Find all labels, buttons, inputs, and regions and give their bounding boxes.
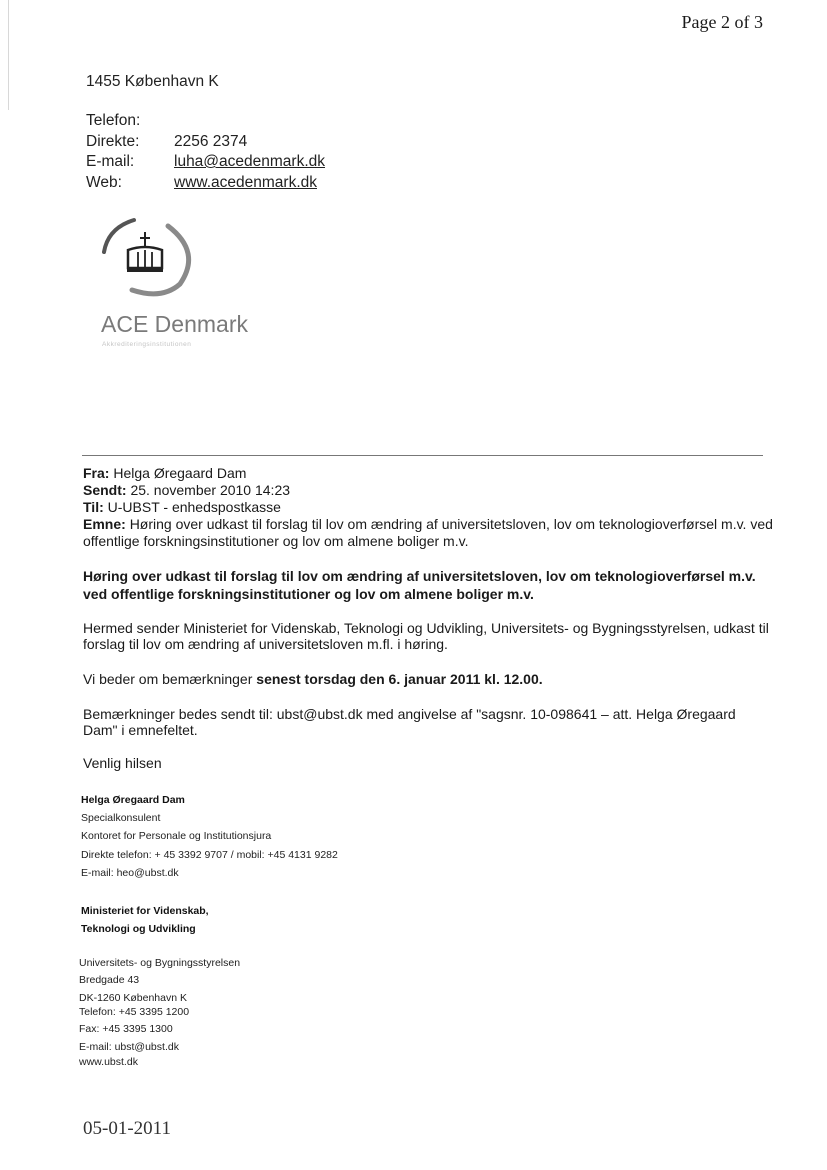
deadline-bold: senest torsdag den 6. januar 2011 kl. 12.00. xyxy=(256,671,543,687)
scan-edge-mark xyxy=(8,0,9,110)
body-paragraph-3: Bemærkninger bedes sendt til: ubst@ubst.dk med angivelse af "sagsnr. 10-098641 – att. Helga Øregaard Dam" i emnefeltet. xyxy=(83,706,736,738)
footer-date: 05-01-2011 xyxy=(83,1118,171,1139)
web-link[interactable]: www.acedenmark.dk xyxy=(174,174,318,191)
from-row xyxy=(83,465,246,482)
from-value: Helga Øregaard Dam xyxy=(113,465,247,481)
email-label: E-mail: xyxy=(86,153,135,170)
signature-name: Helga Øregaard Dam xyxy=(81,794,185,806)
address-line: 1455 København K xyxy=(86,73,219,90)
agency-email: E-mail: ubst@ubst.dk xyxy=(79,1041,179,1053)
agency-phone: Telefon: +45 3395 1200 xyxy=(79,1006,190,1018)
agency-street: Bredgade 43 xyxy=(79,974,140,986)
subject-value: Høring over udkast til forslag til lov om ændring af universitetsloven, lov om teknologioverførsel m.v. ved offentlige forskningsinstitutioner og lov om almene boliger m.v. xyxy=(83,516,773,549)
sent-value: 25. november 2010 14:23 xyxy=(130,482,291,498)
direct-value: 2256 2374 xyxy=(174,133,248,150)
logo-wordmark: ACE Denmark xyxy=(101,311,248,337)
signature-office: Kontoret for Personale og Institutionsjura xyxy=(81,830,272,842)
page-number: Page 2 of 3 xyxy=(681,12,763,32)
subject-row xyxy=(83,516,773,550)
email-link[interactable]: luha@acedenmark.dk xyxy=(174,153,326,170)
deadline-prefix: Vi beder om bemærkninger xyxy=(83,671,257,687)
agency-web: www.ubst.dk xyxy=(79,1056,138,1068)
to-value: U-UBST - enhedspostkasse xyxy=(107,499,281,515)
direct-label: Direkte: xyxy=(86,133,140,150)
agency-city: DK-1260 København K xyxy=(79,992,187,1004)
body-paragraph-1: Hermed sender Ministeriet for Videnskab, Teknologi og Udvikling, Universitets- og Bygningsstyrelsen, udkast til forslag til lov om ændring af universitetsloven m.fl. i høring. xyxy=(83,620,769,652)
subject-label: Emne: xyxy=(83,516,126,532)
divider xyxy=(82,455,763,456)
from-label: Fra: xyxy=(83,465,110,481)
closing: Venlig hilsen xyxy=(83,755,162,771)
crown-icon xyxy=(98,212,202,307)
logo-tagline: Akkrediteringsinstitutionen xyxy=(102,341,192,348)
body-paragraph-2 xyxy=(83,671,783,687)
signature-phones: Direkte telefon: + 45 3392 9707 / mobil: +45 4131 9282 xyxy=(81,849,338,861)
web-row xyxy=(86,174,317,192)
to-label: Til: xyxy=(83,499,104,515)
agency-name: Universitets- og Bygningsstyrelsen xyxy=(79,957,241,969)
signature-title: Specialkonsulent xyxy=(81,812,161,824)
message-heading: Høring over udkast til forslag til lov om ændring af universitetsloven, lov om teknologioverførsel m.v. ved offentlige forskningsinstitutioner og lov om almene boliger m.v. xyxy=(83,568,756,602)
sent-row xyxy=(83,482,290,499)
direct-phone-row xyxy=(86,133,247,151)
agency-fax: Fax: +45 3395 1300 xyxy=(79,1023,173,1035)
web-label: Web: xyxy=(86,174,122,191)
to-row xyxy=(83,499,281,516)
email-row xyxy=(86,153,325,171)
ministry-line-2: Teknologi og Udvikling xyxy=(81,923,196,935)
phone-label: Telefon: xyxy=(86,112,141,129)
ministry-line-1: Ministeriet for Videnskab, xyxy=(81,905,209,917)
signature-email: E-mail: heo@ubst.dk xyxy=(81,867,179,879)
sent-label: Sendt: xyxy=(83,482,127,498)
